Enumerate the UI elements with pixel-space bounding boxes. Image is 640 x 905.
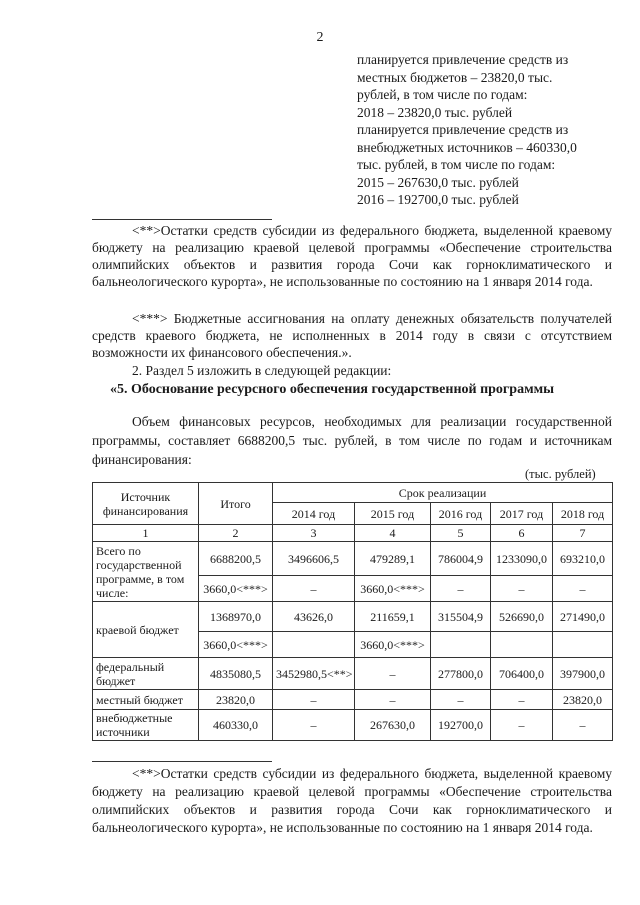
row-label-regional: краевой бюджет <box>93 602 199 658</box>
column-number: 6 <box>491 525 553 542</box>
table-cell <box>491 632 553 658</box>
table-cell: 23820,0 <box>199 690 273 710</box>
row-label-federal: федеральный бюджет <box>93 658 199 690</box>
header-total: Итого <box>199 483 273 525</box>
header-source: Источник финансирования <box>93 483 199 525</box>
column-line: планируется привлечение средств из <box>357 52 569 67</box>
table-cell: 271490,0 <box>553 602 613 632</box>
table-cell: 479289,1 <box>355 542 431 576</box>
column-line: рублей, в том числе по годам: <box>357 87 528 102</box>
table-cell: 211659,1 <box>355 602 431 632</box>
table-cell <box>553 632 613 658</box>
column-line: планируется привлечение средств из <box>357 122 569 137</box>
row-label-offbudget: внебюджетные источники <box>93 710 199 741</box>
table-cell: 526690,0 <box>491 602 553 632</box>
footnote-divider <box>92 219 272 220</box>
table-cell: 3660,0<***> <box>355 576 431 602</box>
table-cell: 3452980,5<**> <box>273 658 355 690</box>
funding-table <box>92 482 613 741</box>
column-number: 1 <box>93 525 199 542</box>
column-line: тыс. рублей, в том числе по годам: <box>357 157 556 172</box>
table-cell: 706400,0 <box>491 658 553 690</box>
footnote-bottom: <**>Остатки средств субсидии из федерального бюджета, выделенной краевому бюджету на реализацию краевой целевой программы «Обеспечение строительства олимпийских объектов и развития города Сочи как горноклиматического и бальнеологического курорта», не использованные по состоянию на 1 января 2014 года. <box>92 766 612 835</box>
table-cell: – <box>273 710 355 741</box>
table-cell: 315504,9 <box>431 602 491 632</box>
table-cell: 693210,0 <box>553 542 613 576</box>
table-cell: 786004,9 <box>431 542 491 576</box>
table-cell: – <box>431 576 491 602</box>
table-cell: 460330,0 <box>199 710 273 741</box>
table-cell: – <box>553 710 613 741</box>
header-year: 2017 год <box>491 503 553 525</box>
header-period: Срок реализации <box>273 483 613 503</box>
table-cell: 1368970,0 <box>199 602 273 632</box>
column-line: местных бюджетов – 23820,0 тыс. <box>357 69 553 85</box>
header-year: 2016 год <box>431 503 491 525</box>
table-cell: – <box>553 576 613 602</box>
column-line: внебюджетных источников – 460330,0 <box>357 139 577 155</box>
body-paragraph: Объем финансовых ресурсов, необходимых для реализации государственной программы, составляет 6688200,5 тыс. рублей, в том числе по годам и источникам финансирования: <box>92 414 612 467</box>
column-number: 5 <box>431 525 491 542</box>
header-year: 2015 год <box>355 503 431 525</box>
column-number-row <box>93 525 613 542</box>
page-number: 2 <box>316 30 324 45</box>
table-cell: – <box>273 576 355 602</box>
column-number: 3 <box>273 525 355 542</box>
table-cell: – <box>355 690 431 710</box>
table-cell: 3660,0<***> <box>355 632 431 658</box>
table-cell: 6688200,5 <box>199 542 273 576</box>
table-row-total <box>93 542 613 576</box>
funding-sources-column <box>357 51 617 209</box>
table-cell: 267630,0 <box>355 710 431 741</box>
table-cell: 1233090,0 <box>491 542 553 576</box>
table-cell: – <box>273 690 355 710</box>
table-cell: – <box>491 710 553 741</box>
table-cell <box>431 632 491 658</box>
column-number: 4 <box>355 525 431 542</box>
table-cell: – <box>355 658 431 690</box>
column-line: 2016 – 192700,0 тыс. рублей <box>357 192 519 207</box>
footnote-budget-allocations: <***> Бюджетные ассигнования на оплату денежных обязательств получателей средств краевого бюджета, не исполненных в 2014 году в связи с отсутствием возможности их финансового обеспечения.». <box>92 311 612 360</box>
table-row-federal <box>93 658 613 690</box>
header-year: 2014 год <box>273 503 355 525</box>
units-note: (тыс. рублей) <box>525 467 596 481</box>
table-cell: 277800,0 <box>431 658 491 690</box>
section-heading: «5. Обоснование ресурсного обеспечения государственной программы <box>110 382 555 397</box>
table-cell: 43626,0 <box>273 602 355 632</box>
column-number: 7 <box>553 525 613 542</box>
table-cell: – <box>491 576 553 602</box>
table-cell: 192700,0 <box>431 710 491 741</box>
table-cell: 4835080,5 <box>199 658 273 690</box>
table-cell: 3496606,5 <box>273 542 355 576</box>
table-cell: 3660,0<***> <box>199 632 273 658</box>
table-cell: 3660,0<***> <box>199 576 273 602</box>
table-cell: – <box>491 690 553 710</box>
header-year: 2018 год <box>553 503 613 525</box>
row-label-total: Всего по государственной программе, в том числе: <box>93 542 199 602</box>
table-cell: 23820,0 <box>553 690 613 710</box>
table-row-offbudget <box>93 710 613 741</box>
footnote-federal-subsidy: <**>Остатки средств субсидии из федерального бюджета, выделенной краевому бюджету на реализацию краевой целевой программы «Обеспечение строительства олимпийских объектов и развития города Сочи как горноклиматического и бальнеологического курорта», не использованные по состоянию на 1 января 2014 года. <box>92 223 612 289</box>
table-cell: 397900,0 <box>553 658 613 690</box>
column-number: 2 <box>199 525 273 542</box>
table-row-local <box>93 690 613 710</box>
section-instruction: 2. Раздел 5 изложить в следующей редакции: <box>132 363 392 378</box>
footnote-divider-bottom <box>92 761 272 762</box>
column-line: 2015 – 267630,0 тыс. рублей <box>357 174 519 190</box>
table-row-regional <box>93 602 613 632</box>
row-label-local: местный бюджет <box>93 690 199 710</box>
column-line: 2018 – 23820,0 тыс. рублей <box>357 104 513 120</box>
table-cell <box>273 632 355 658</box>
table-cell: – <box>431 690 491 710</box>
